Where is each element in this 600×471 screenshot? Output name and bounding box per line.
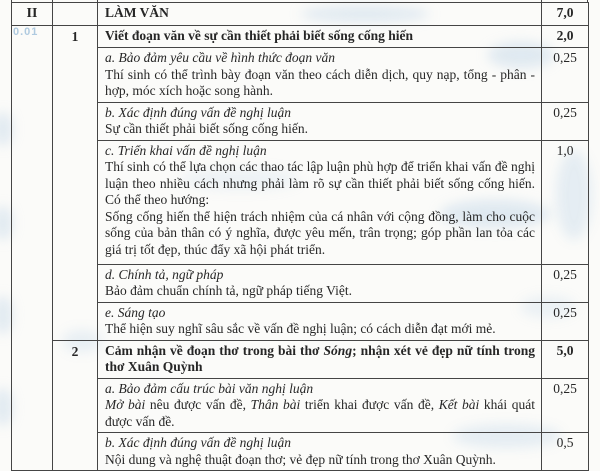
table-row-criterion xyxy=(12,302,589,340)
criterion-score: 0,5 xyxy=(542,433,589,471)
criterion-cell xyxy=(98,302,542,340)
table-row-criterion xyxy=(12,378,589,433)
criterion-body: Thí sinh có thể trình bày đoạn văn theo cách diễn dịch, quy nạp, tổng - phân - hợp, móc xích hoặc song hành. xyxy=(105,66,535,98)
criterion-body: Nội dung và nghệ thuật đoạn thơ; vẻ đẹp nữ tính trong thơ Xuân Quỳnh. xyxy=(105,451,496,467)
criterion-label: b. Xác định đúng vấn đề nghị luận xyxy=(105,104,291,120)
criterion-cell xyxy=(98,433,542,471)
poem-title: Sóng xyxy=(323,342,353,358)
term-than-bai: Thân bài xyxy=(250,397,301,412)
table-row-criterion xyxy=(12,264,589,302)
criterion-label: c. Triển khai vấn đề nghị luận xyxy=(105,142,267,158)
criterion-score: 0,25 xyxy=(542,378,589,433)
section-title: LÀM VĂN xyxy=(98,3,542,26)
criterion-score: 0,25 xyxy=(542,102,589,140)
question2-title-pre: Cảm nhận về đoạn thơ trong bài thơ xyxy=(105,342,324,358)
criterion-label: e. Sáng tạo xyxy=(105,304,166,320)
grading-rubric-table xyxy=(11,2,589,471)
criterion-score: 0,25 xyxy=(542,302,589,340)
question1-title: Viết đoạn văn về sự cần thiết phải biết sống cống hiến xyxy=(98,26,542,48)
question2-score: 5,0 xyxy=(542,340,589,378)
criterion-score: 1,0 xyxy=(542,140,589,264)
criterion-cell xyxy=(98,264,542,302)
question1-score: 2,0 xyxy=(542,26,589,48)
watermark: 0.01 xyxy=(13,26,39,38)
table-row-criterion xyxy=(12,102,589,140)
criterion-body: Sự cần thiết phải biết sống cống hiến. xyxy=(105,121,309,136)
table-row-section xyxy=(12,3,589,26)
criterion-cell xyxy=(98,378,542,433)
criterion-body-2: Sống cống hiến thể hiện trách nhiệm của cá nhân với cộng đồng, làm cho cuộc sống của bản thân có ý nghĩa, được yêu mến, trân trọng; góp phần lan tỏa các giá trị tốt đẹp, thúc đẩy xã hội phát triển. xyxy=(105,208,535,257)
criterion-label: d. Chính tả, ngữ pháp xyxy=(105,266,224,282)
table-row-question2 xyxy=(12,340,589,378)
term-mo-bai: Mở bài xyxy=(105,397,146,412)
criterion-score: 0,25 xyxy=(542,48,589,103)
section-span-cell xyxy=(12,26,53,471)
term-ket-bai: Kết bài xyxy=(438,397,480,412)
table-row-criterion xyxy=(12,433,589,471)
criterion-body: Thể hiện suy nghĩ sâu sắc về vấn đề nghị luận; có cách diễn đạt mới mẻ. xyxy=(105,321,496,336)
criterion-body: Thí sinh có thể lựa chọn các thao tác lập luận phù hợp để triển khai vấn đề nghị luận theo nhiều cách nhưng phải làm rõ sự cần thiết phải biết sống cống hiến. Có thể theo hướng: xyxy=(105,159,535,207)
body-text: nêu được vấn đề, xyxy=(145,397,251,412)
criterion-body xyxy=(105,397,535,430)
question2-title xyxy=(98,340,542,378)
section-label: II xyxy=(12,3,53,26)
table-row-criterion xyxy=(12,48,589,103)
empty-cell xyxy=(53,3,98,26)
criterion-body: Bảo đảm chuẩn chính tả, ngữ pháp tiếng Việt. xyxy=(105,283,352,298)
table-row-criterion xyxy=(12,140,589,264)
question2-title-post: ; nhận xét vẻ đẹp nữ tính trong thơ Xuân Quỳnh xyxy=(105,342,535,374)
criterion-cell xyxy=(98,140,542,264)
criterion-cell xyxy=(98,48,542,103)
body-text: khái quát được vấn đề. xyxy=(105,397,535,429)
body-text: triển khai được vấn đề, xyxy=(300,397,439,412)
criterion-label: b. Xác định đúng vấn đề nghị luận xyxy=(105,435,291,450)
criterion-label: a. Bảo đảm cấu trúc bài văn nghị luận xyxy=(105,380,314,396)
section-score: 7,0 xyxy=(542,3,589,26)
criterion-cell xyxy=(98,102,542,140)
table-row-question1 xyxy=(12,26,589,48)
criterion-label: a. Bảo đảm yêu cầu về hình thức đoạn văn xyxy=(105,50,336,65)
criterion-score: 0,25 xyxy=(542,264,589,302)
question2-number: 2 xyxy=(53,340,98,471)
question1-number: 1 xyxy=(53,26,98,341)
